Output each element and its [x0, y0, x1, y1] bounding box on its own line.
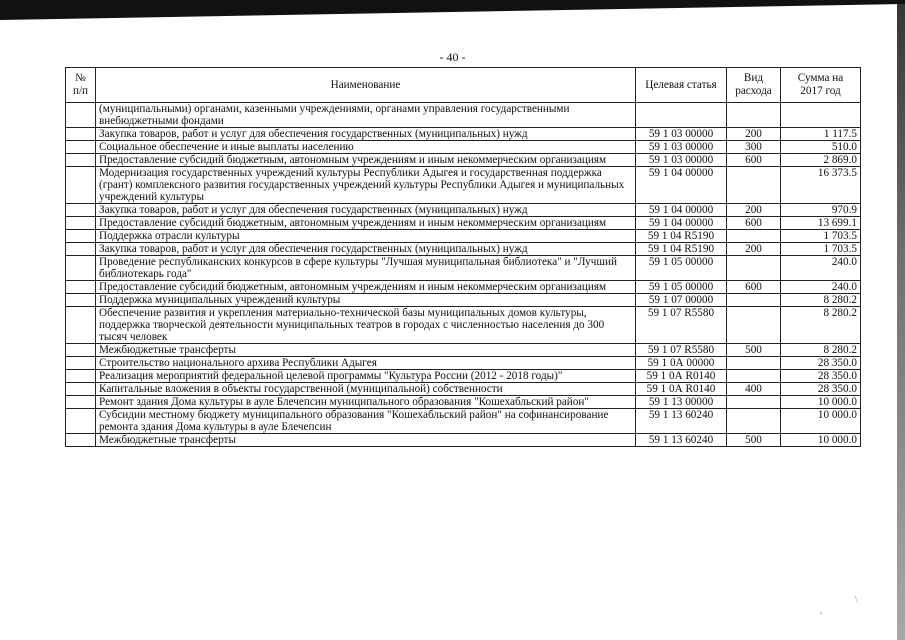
cell-type: [727, 396, 781, 409]
cell-type: [727, 409, 781, 434]
table-row: [66, 167, 861, 204]
cell-sum: 240.0: [781, 256, 861, 281]
table-row: [66, 281, 861, 294]
cell-sum: 1 703.5: [781, 230, 861, 243]
cell-type: [727, 256, 781, 281]
cell-article: 59 1 04 00000: [636, 167, 727, 204]
cell-sum: 10 000.0: [781, 396, 861, 409]
table-row: [66, 256, 861, 281]
cell-article: 59 1 03 00000: [636, 154, 727, 167]
table-row: [66, 396, 861, 409]
cell-type: [727, 294, 781, 307]
header-article: Целевая статья: [636, 68, 727, 103]
cell-sum: 8 280.2: [781, 294, 861, 307]
cell-name: Предоставление субсидий бюджетным, автономным учреждениям и иным некоммерческим организациям: [96, 217, 636, 230]
cell-article: 59 1 0А R0140: [636, 383, 727, 396]
table-row: [66, 344, 861, 357]
cell-name: (муниципальными) органами, казенными учреждениями, органами управления государственными внебюджетными фондами: [96, 103, 636, 128]
cell-num: [66, 383, 96, 396]
table-row: [66, 370, 861, 383]
cell-sum: 28 350.0: [781, 383, 861, 396]
cell-type: 400: [727, 383, 781, 396]
cell-article: 59 1 04 R5190: [636, 230, 727, 243]
cell-type: [727, 370, 781, 383]
cell-sum: 13 699.1: [781, 217, 861, 230]
scan-right-edge: [897, 0, 905, 640]
cell-type: 600: [727, 281, 781, 294]
cell-article: 59 1 05 00000: [636, 281, 727, 294]
cell-name: Межбюджетные трансферты: [96, 434, 636, 447]
table-row: [66, 154, 861, 167]
cell-type: [727, 230, 781, 243]
cell-type: 600: [727, 217, 781, 230]
cell-type: [727, 167, 781, 204]
cell-article: 59 1 07 R5580: [636, 344, 727, 357]
cell-article: 59 1 07 R5580: [636, 307, 727, 344]
cell-name: Закупка товаров, работ и услуг для обеспечения государственных (муниципальных) нужд: [96, 204, 636, 217]
cell-sum: 10 000.0: [781, 434, 861, 447]
cell-type: 200: [727, 204, 781, 217]
cell-article: 59 1 04 00000: [636, 204, 727, 217]
cell-sum: 10 000.0: [781, 409, 861, 434]
cell-num: [66, 344, 96, 357]
cell-num: [66, 256, 96, 281]
table-row: [66, 103, 861, 128]
budget-table: [65, 67, 861, 447]
cell-name: Социальное обеспечение и иные выплаты населению: [96, 141, 636, 154]
table-row: [66, 141, 861, 154]
cell-article: 59 1 0А R0140: [636, 370, 727, 383]
cell-sum: 1 117.5: [781, 128, 861, 141]
scan-speck: \: [855, 595, 858, 606]
cell-num: [66, 396, 96, 409]
cell-type: 500: [727, 344, 781, 357]
table-row: [66, 434, 861, 447]
cell-sum: 28 350.0: [781, 370, 861, 383]
table-row: [66, 409, 861, 434]
cell-sum: 8 280.2: [781, 344, 861, 357]
cell-type: 600: [727, 154, 781, 167]
cell-num: [66, 434, 96, 447]
cell-article: 59 1 04 00000: [636, 217, 727, 230]
table-row: [66, 204, 861, 217]
cell-type: 300: [727, 141, 781, 154]
cell-article: 59 1 13 60240: [636, 409, 727, 434]
cell-article: 59 1 04 R5190: [636, 243, 727, 256]
header-name: Наименование: [96, 68, 636, 103]
table-row: [66, 217, 861, 230]
table-row: [66, 243, 861, 256]
cell-name: Поддержка отрасли культуры: [96, 230, 636, 243]
cell-num: [66, 370, 96, 383]
cell-num: [66, 204, 96, 217]
cell-type: [727, 103, 781, 128]
page-number: - 40 -: [439, 50, 466, 64]
cell-article: 59 1 13 60240: [636, 434, 727, 447]
cell-article: 59 1 03 00000: [636, 141, 727, 154]
cell-article: [636, 103, 727, 128]
cell-name: Предоставление субсидий бюджетным, автономным учреждениям и иным некоммерческим организациям: [96, 281, 636, 294]
table-row: [66, 307, 861, 344]
cell-article: 59 1 05 00000: [636, 256, 727, 281]
cell-num: [66, 409, 96, 434]
cell-article: 59 1 07 00000: [636, 294, 727, 307]
cell-name: Закупка товаров, работ и услуг для обеспечения государственных (муниципальных) нужд: [96, 243, 636, 256]
cell-sum: 16 373.5: [781, 167, 861, 204]
cell-sum: 510.0: [781, 141, 861, 154]
cell-num: [66, 154, 96, 167]
cell-name: Межбюджетные трансферты: [96, 344, 636, 357]
cell-num: [66, 281, 96, 294]
cell-name: Закупка товаров, работ и услуг для обеспечения государственных (муниципальных) нужд: [96, 128, 636, 141]
cell-type: 500: [727, 434, 781, 447]
cell-name: Субсидии местному бюджету муниципального образования "Кошехабльский район" на софинансирование ремонта здания Дома культуры в ауле Блечепсин: [96, 409, 636, 434]
cell-name: Обеспечение развития и укрепления материально-технической базы муниципальных домов культуры, поддержка творческой деятельности муниципальных театров в городах с численностью населения до 300 тысяч человек: [96, 307, 636, 344]
cell-sum: 8 280.2: [781, 307, 861, 344]
table-row: [66, 230, 861, 243]
table-header-row: [66, 68, 861, 103]
header-sum: Сумма на 2017 год: [781, 68, 861, 103]
cell-sum: 1 703.5: [781, 243, 861, 256]
cell-article: 59 1 0А 00000: [636, 357, 727, 370]
cell-type: 200: [727, 243, 781, 256]
cell-num: [66, 217, 96, 230]
cell-name: Модернизация государственных учреждений культуры Республики Адыгея и государственная поддержка (грант) комплексного развития государственных учреждений культуры Республики Адыгея и муниципальных учреждений культуры: [96, 167, 636, 204]
cell-article: 59 1 13 00000: [636, 396, 727, 409]
table-row: [66, 128, 861, 141]
cell-num: [66, 103, 96, 128]
table-row: [66, 383, 861, 396]
cell-num: [66, 357, 96, 370]
cell-num: [66, 167, 96, 204]
cell-name: Строительство национального архива Республики Адыгея: [96, 357, 636, 370]
cell-num: [66, 243, 96, 256]
table-row: [66, 357, 861, 370]
cell-sum: 2 869.0: [781, 154, 861, 167]
cell-type: 200: [727, 128, 781, 141]
cell-type: [727, 357, 781, 370]
cell-name: Ремонт здания Дома культуры в ауле Блечепсин муниципального образования "Кошехабльский район": [96, 396, 636, 409]
cell-sum: 240.0: [781, 281, 861, 294]
cell-name: Поддержка муниципальных учреждений культуры: [96, 294, 636, 307]
cell-article: 59 1 03 00000: [636, 128, 727, 141]
cell-name: Капитальные вложения в объекты государственной (муниципальной) собственности: [96, 383, 636, 396]
cell-name: Предоставление субсидий бюджетным, автономным учреждениям и иным некоммерческим организациям: [96, 154, 636, 167]
cell-num: [66, 141, 96, 154]
header-type: Вид расхода: [727, 68, 781, 103]
scan-edge-shadow: [0, 0, 905, 20]
cell-sum: [781, 103, 861, 128]
cell-sum: 28 350.0: [781, 357, 861, 370]
cell-name: Проведение республиканских конкурсов в сфере культуры "Лучшая муниципальная библиотека" и "Лучший библиотекарь года": [96, 256, 636, 281]
cell-name: Реализация мероприятий федеральной целевой программы "Культура России (2012 - 2018 годы)": [96, 370, 636, 383]
cell-num: [66, 294, 96, 307]
cell-num: [66, 128, 96, 141]
cell-num: [66, 307, 96, 344]
header-num: № п/п: [66, 68, 96, 103]
cell-sum: 970.9: [781, 204, 861, 217]
cell-num: [66, 230, 96, 243]
table-row: [66, 294, 861, 307]
scan-speck: ,: [820, 605, 823, 616]
cell-type: [727, 307, 781, 344]
